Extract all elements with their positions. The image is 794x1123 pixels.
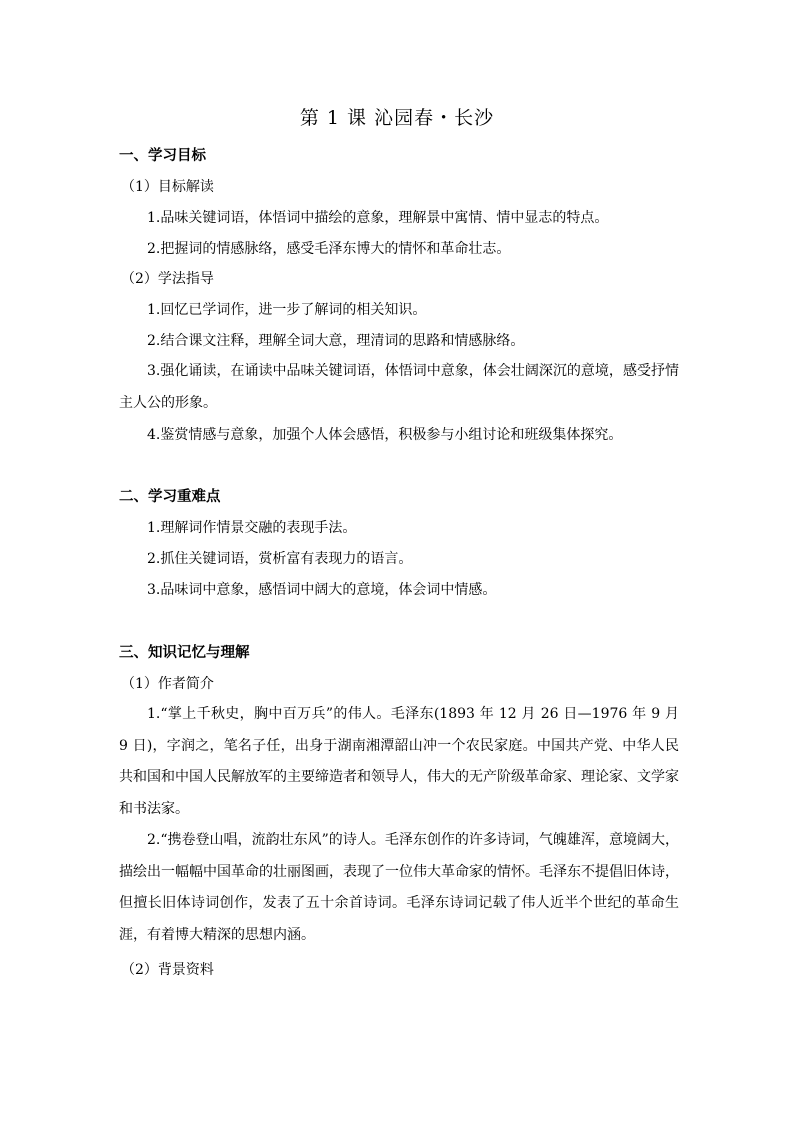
section-heading-learning-goals: 一、学习目标	[119, 148, 206, 164]
author-paragraph-1: 1.“掌上千秋史，胸中百万兵”的伟人。毛泽东(1893 年 12 月 26 日—1976 年 9 月 9 日)，字润之，笔名子任，出身于湖南湘潭韶山冲一个农民家庭。中国共产党、中华人民共和国和中国人民解放军的主要缔造者和领导人，伟大的无产阶级革命家、理论家、文学家和书法家。	[119, 706, 679, 817]
section-heading-knowledge: 三、知识记忆与理解	[119, 645, 250, 661]
subsection-heading-study-method: （2）学法指导	[121, 271, 214, 287]
subsection-heading-goal-interpretation: （1）目标解读	[121, 179, 214, 195]
section-heading-key-difficulties: 二、学习重难点	[119, 489, 221, 505]
document-title: 第 1 课 沁园春・长沙	[299, 107, 495, 129]
list-item: 1.理解词作情景交融的表现手法。	[147, 520, 357, 536]
list-item: 2.抓住关键词语，赏析富有表现力的语言。	[147, 551, 413, 567]
list-item: 2.把握词的情感脉络，感受毛泽东博大的情怀和革命壮志。	[147, 241, 511, 257]
subsection-heading-author-intro: （1）作者简介	[121, 676, 214, 692]
list-item: 3.品味词中意象，感悟词中阔大的意境，体会词中情感。	[147, 582, 497, 598]
list-item-paragraph: 3.强化诵读，在诵读中品味关键词语，体悟词中意象，体会壮阔深沉的意境，感受抒情主人公的形象。	[119, 363, 679, 411]
list-item: 1.品味关键词语，体悟词中描绘的意象，理解景中寓情、情中显志的特点。	[147, 210, 609, 226]
list-item: 2.结合课文注释，理解全词大意，理清词的思路和情感脉络。	[147, 333, 525, 349]
subsection-heading-background: （2）背景资料	[121, 962, 214, 978]
list-item: 4.鉴赏情感与意象，加强个人体会感悟，积极参与小组讨论和班级集体探究。	[147, 427, 623, 443]
list-item: 1.回忆已学词作，进一步了解词的相关知识。	[147, 302, 427, 318]
author-paragraph-2: 2.“携卷登山唱，流韵壮东风”的诗人。毛泽东创作的许多诗词，气魄雄浑，意境阔大，描绘出一幅幅中国革命的壮丽图画，表现了一位伟大革命家的情怀。毛泽东不提倡旧体诗，但擅长旧体诗词创作，发表了五十余首诗词。毛泽东诗词记载了伟人近半个世纪的革命生涯，有着博大精深的思想内涵。	[119, 832, 679, 943]
